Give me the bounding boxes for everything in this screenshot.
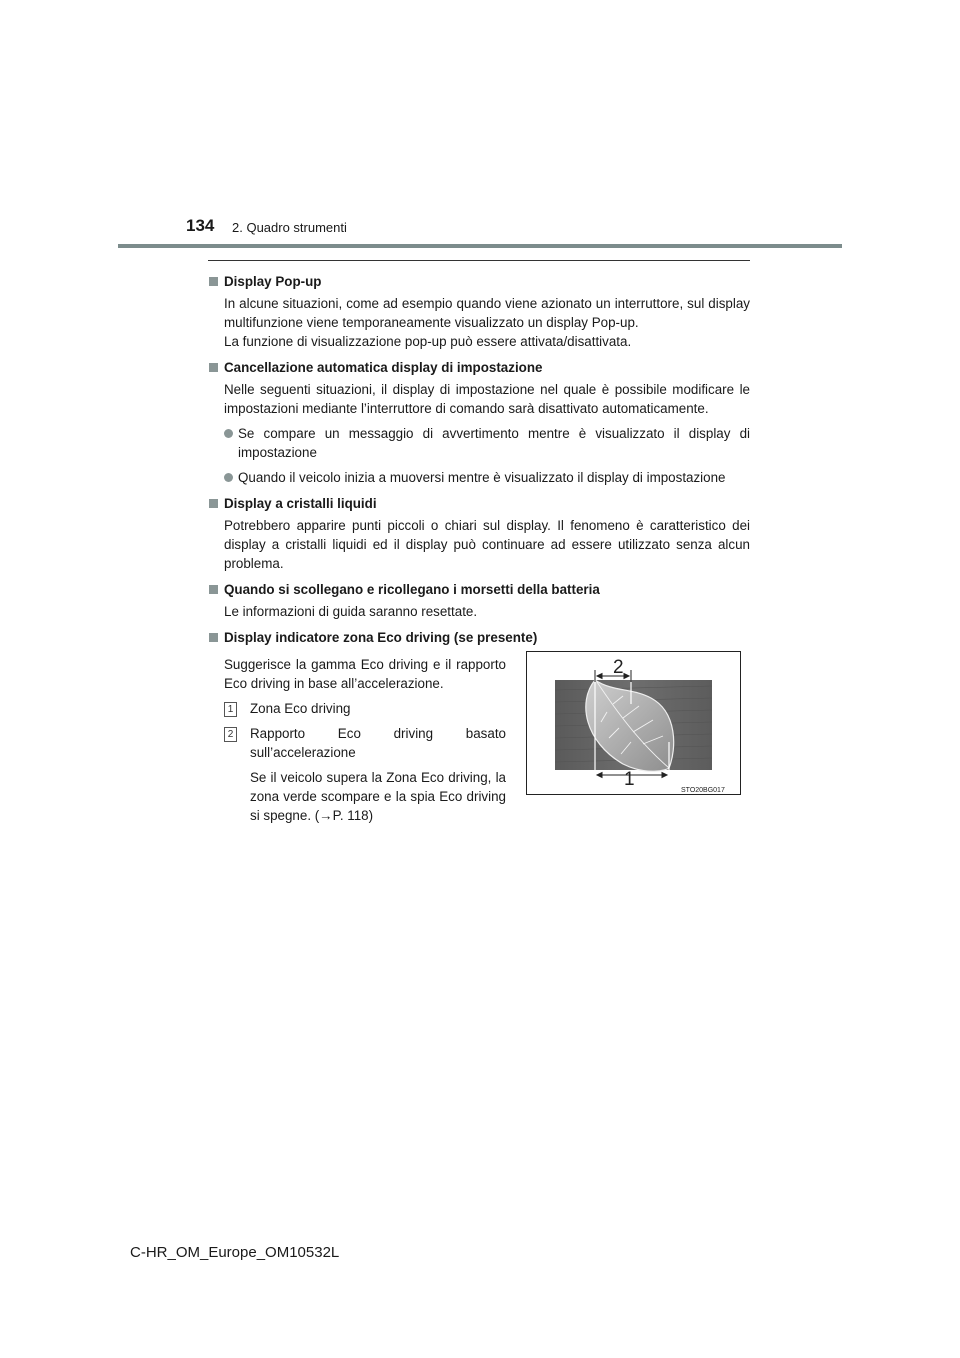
eco-leaf-illustration — [527, 652, 740, 794]
figure-code: STO20BG017 — [681, 787, 725, 794]
eco-intro: Suggerisce la gamma Eco driving e il rapporto Eco driving in base all’accelerazione. — [224, 657, 506, 691]
popup-text-line: La funzione di visualizzazione pop-up può essere attivata/disattivata. — [224, 334, 632, 349]
eco-zone-figure — [526, 651, 741, 795]
popup-text-line: In alcune situazioni, come ad esempio quando viene azionato un interruttore, sul display multifunzione viene temporaneamente visualizzato un display Pop-up. — [224, 296, 750, 330]
document-id: C-HR_OM_Europe_OM10532L — [130, 1244, 340, 1261]
section-heading-popup: Display Pop-up — [208, 272, 750, 291]
number-badge: 1 — [224, 702, 237, 717]
header-rule — [118, 244, 842, 248]
section-heading-battery: Quando si scollegano e ricollegano i morsetti della batteria — [208, 580, 750, 599]
list-item: Se compare un messaggio di avvertimento mentre è visualizzato il display di impostazione — [224, 424, 750, 462]
auto-cancel-text: Nelle seguenti situazioni, il display di impostazione nel quale è possibile modificare le impostazioni mediante l’interruttore di comando sarà disattivato automaticamente. — [224, 382, 750, 416]
list-item — [224, 699, 506, 718]
eco-note: Se il veicolo supera la Zona Eco driving, la zona verde scompare e la spia Eco driving si spegne. (→P. 118) — [250, 770, 506, 823]
list-item: Quando il veicolo inizia a muoversi mentre è visualizzato il display di impostazione — [224, 468, 750, 487]
page-content — [208, 268, 750, 831]
list-item — [224, 724, 506, 762]
battery-text: Le informazioni di guida saranno resettate. — [224, 604, 478, 619]
number-badge: 2 — [224, 727, 237, 742]
lcd-text: Potrebbero apparire punti piccoli o chiari sul display. Il fenomeno è caratteristico dei display a cristalli liquidi ed il display può continuare ad essere utilizzato senza alcun problema. — [224, 518, 750, 571]
section-title: 2. Quadro strumenti — [232, 220, 347, 235]
callout-1: 1 — [624, 769, 635, 790]
section-heading-eco: Display indicatore zona Eco driving (se presente) — [208, 628, 750, 647]
eco-text — [224, 655, 506, 825]
page-number: 134 — [186, 216, 215, 235]
eco-block — [208, 651, 750, 831]
section-heading-lcd: Display a cristalli liquidi — [208, 494, 750, 513]
item-label: Rapporto Eco driving basato sull’accelerazione — [250, 726, 506, 760]
content-rule — [208, 260, 750, 261]
popup-text — [224, 294, 750, 351]
callout-2: 2 — [613, 657, 624, 678]
section-heading-auto-cancel: Cancellazione automatica display di impostazione — [208, 358, 750, 377]
item-label: Zona Eco driving — [250, 701, 351, 716]
